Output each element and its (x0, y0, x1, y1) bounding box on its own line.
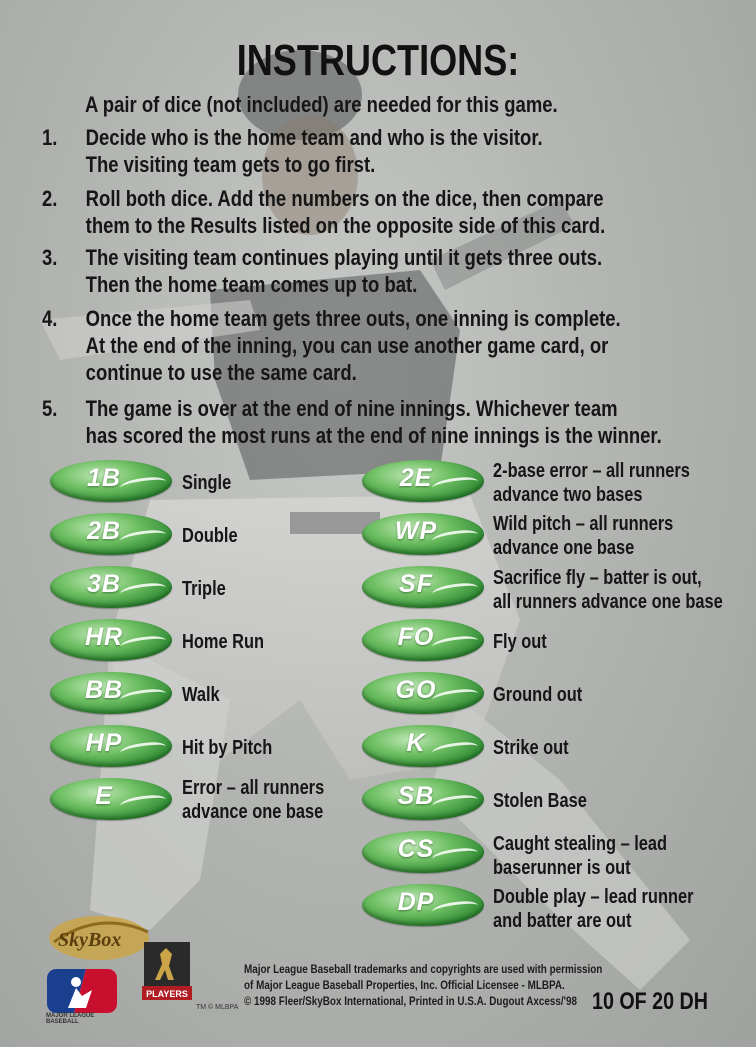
result-code-pill (50, 513, 172, 555)
step-line: Roll both dice. Add the numbers on the dice, then compare (85, 186, 604, 211)
result-code-pill (362, 725, 484, 767)
skybox-logo-text: SkyBox (58, 929, 122, 951)
result-code: SB (397, 782, 435, 810)
trademark-mark: TM © MLBPA (196, 1004, 239, 1011)
result-code: FO (397, 623, 435, 651)
result-description-line: Caught stealing – lead (493, 833, 668, 855)
result-code: GO (395, 676, 437, 704)
result-code: HR (84, 623, 124, 651)
step-number: 4. (42, 306, 58, 331)
legal-line: © 1998 Fleer/SkyBox International, Printed in U.S.A. Dugout Axcess/'98 (244, 996, 577, 1008)
result-code-pill (362, 566, 484, 608)
result-description-line: Double (182, 525, 238, 547)
result-description-line: Strike out (493, 737, 569, 759)
step-number: 2. (42, 186, 58, 211)
result-description-line: Single (182, 472, 232, 494)
instruction-step (42, 124, 543, 178)
result-code: 1B (87, 464, 121, 492)
result-description (182, 683, 220, 707)
instruction-step (42, 395, 662, 449)
result-code: K (406, 729, 426, 757)
result-description-line: Stolen Base (493, 790, 587, 812)
legal-line: of Major League Baseball Properties, Inc. Official Licensee - MLBPA. (244, 980, 565, 992)
result-description (493, 566, 723, 614)
result-code-pill (362, 513, 484, 555)
result-code: E (95, 782, 113, 810)
result-code-pill (50, 725, 172, 767)
step-line: The game is over at the end of nine innings. Whichever team (85, 396, 618, 421)
result-code-pill (50, 566, 172, 608)
result-description-line: Walk (182, 684, 220, 706)
result-code-pill (362, 778, 484, 820)
instructions-title: INSTRUCTIONS: (236, 36, 520, 85)
result-code-pill (50, 778, 172, 820)
result-code-pill (362, 460, 484, 502)
result-description-line: Triple (182, 578, 226, 600)
intro-text: A pair of dice (not included) are needed for this game. (85, 92, 558, 117)
result-code-pill (50, 672, 172, 714)
result-description-line: all runners advance one base (493, 591, 723, 613)
result-description (493, 683, 582, 707)
mlb-logo-caption: MAJOR LEAGUE BASEBALL (46, 1013, 95, 1025)
result-description (493, 630, 547, 654)
result-description (493, 512, 673, 560)
result-description (182, 776, 324, 824)
result-description (493, 789, 587, 813)
result-description-line: 2-base error – all runners (493, 460, 690, 482)
result-description-line: Sacrifice fly – batter is out, (493, 567, 702, 589)
result-code-pill (50, 460, 172, 502)
result-description-line: advance two bases (493, 484, 643, 506)
step-line: continue to use the same card. (85, 360, 357, 385)
legal-copyright-text (244, 962, 602, 1010)
players-choice-logo (138, 940, 196, 1006)
result-code-pill (50, 619, 172, 661)
result-code-pill (362, 831, 484, 873)
result-code-pill (362, 884, 484, 926)
result-code: WP (394, 517, 438, 545)
result-description (182, 630, 264, 654)
instruction-step (42, 185, 605, 239)
players-logo-text: PLAYERS (146, 989, 188, 999)
step-number: 1. (42, 125, 58, 150)
step-line: Then the home team comes up to bat. (85, 272, 418, 297)
result-description-line: Hit by Pitch (182, 737, 273, 759)
step-number: 3. (42, 245, 58, 270)
result-description-line: Ground out (493, 684, 583, 706)
step-line: At the end of the inning, you can use another game card, or (85, 333, 609, 358)
result-code: SF (399, 570, 433, 598)
result-code: CS (397, 835, 435, 863)
result-code: DP (397, 888, 435, 916)
mlb-logo (46, 968, 118, 1014)
result-code: 2E (399, 464, 433, 492)
result-description (182, 471, 231, 495)
step-line: Decide who is the home team and who is the visitor. (85, 125, 543, 150)
step-line: Once the home team gets three outs, one inning is complete. (85, 306, 621, 331)
result-description (182, 524, 238, 548)
result-description-line: Wild pitch – all runners (493, 513, 674, 535)
result-description-line: Error – all runners (182, 777, 325, 799)
card-number: 10 OF 20 DH (592, 988, 708, 1015)
result-code: 2B (87, 517, 121, 545)
result-description-line: Home Run (182, 631, 264, 653)
step-line: The visiting team gets to go first. (85, 152, 376, 177)
result-code: HP (85, 729, 123, 757)
step-line: them to the Results listed on the opposite side of this card. (85, 213, 606, 238)
result-description-line: advance one base (182, 801, 324, 823)
step-line: The visiting team continues playing until it gets three outs. (85, 245, 603, 270)
step-line: has scored the most runs at the end of nine innings is the winner. (85, 423, 662, 448)
result-description (493, 459, 690, 507)
result-description-line: Double play – lead runner (493, 886, 694, 908)
result-description-line: Fly out (493, 631, 547, 653)
result-description (493, 832, 667, 880)
result-description (493, 885, 694, 933)
result-code: 3B (87, 570, 121, 598)
result-code-pill (362, 619, 484, 661)
legal-line: Major League Baseball trademarks and copyrights are used with permission (244, 964, 603, 976)
result-code: BB (84, 676, 124, 704)
result-description-line: advance one base (493, 537, 635, 559)
result-description (493, 736, 569, 760)
result-description (182, 577, 226, 601)
step-number: 5. (42, 396, 58, 421)
result-description-line: baserunner is out (493, 857, 631, 879)
result-code-pill (362, 672, 484, 714)
result-description (182, 736, 272, 760)
result-description-line: and batter are out (493, 910, 632, 932)
instruction-step (42, 305, 621, 386)
instruction-step (42, 244, 602, 298)
